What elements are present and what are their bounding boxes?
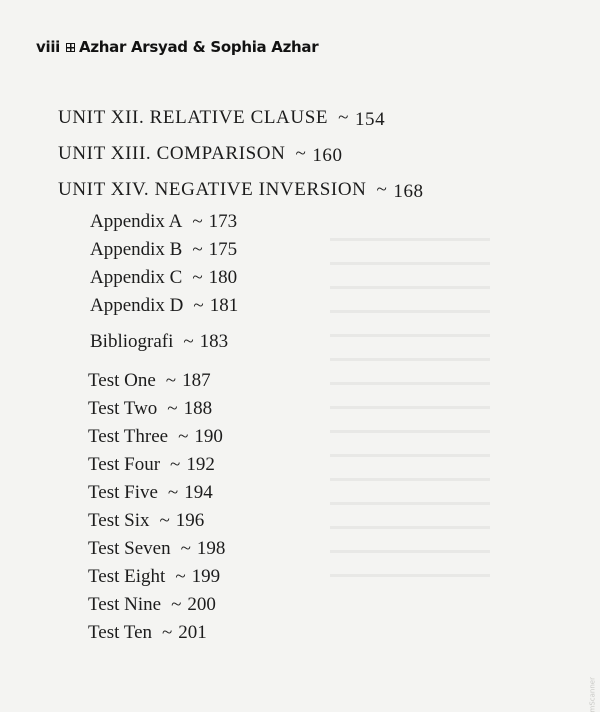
entry-page: 154 xyxy=(354,109,386,130)
toc-test-entry[interactable] xyxy=(88,563,225,591)
entry-separator: ~ xyxy=(192,239,203,260)
entry-title: UNIT XIV. NEGATIVE INVERSION xyxy=(58,179,367,200)
entry-separator: ~ xyxy=(180,538,191,559)
entry-page: 201 xyxy=(178,622,207,643)
entry-title: Test Three xyxy=(88,426,169,447)
entry-page: 192 xyxy=(186,454,215,475)
toc-unit-entry[interactable] xyxy=(58,100,424,136)
entry-separator: ~ xyxy=(162,622,173,643)
entry-page: 196 xyxy=(175,510,205,531)
entry-title: Test Ten xyxy=(88,622,153,643)
toc-test-entry[interactable] xyxy=(88,367,225,395)
entry-page: 199 xyxy=(191,566,221,587)
entry-page: 187 xyxy=(182,370,211,391)
entry-separator: ~ xyxy=(175,566,186,587)
entry-title: Appendix A xyxy=(90,211,183,232)
entry-separator: ~ xyxy=(193,295,204,316)
entry-title: Test Two xyxy=(88,398,158,419)
entry-title: Appendix B xyxy=(90,239,183,260)
toc-unit-entry[interactable] xyxy=(58,172,424,208)
entry-separator: ~ xyxy=(167,482,179,503)
entry-separator: ~ xyxy=(192,211,203,232)
entry-title: Test Eight xyxy=(88,566,166,587)
entry-separator: ~ xyxy=(159,510,170,531)
entry-page: 200 xyxy=(187,594,216,615)
entry-separator: ~ xyxy=(376,179,388,200)
toc-test-entry[interactable] xyxy=(88,591,225,619)
entry-title: Test One xyxy=(88,370,156,391)
entry-page: 175 xyxy=(208,239,238,260)
entry-title: Test Nine xyxy=(88,594,162,615)
entry-separator: ~ xyxy=(170,454,181,475)
toc-test-entry[interactable] xyxy=(88,535,225,563)
entry-page: 183 xyxy=(199,331,229,352)
toc-test-entry[interactable] xyxy=(88,451,225,479)
entry-title: Test Five xyxy=(88,482,158,503)
bullet-square-icon xyxy=(66,43,75,52)
entry-page: 181 xyxy=(209,295,239,316)
toc-appendix-entry[interactable] xyxy=(90,264,238,292)
toc-test-entry[interactable] xyxy=(88,479,225,507)
entry-page: 180 xyxy=(208,267,238,288)
entry-page: 173 xyxy=(208,211,238,232)
entry-page: 188 xyxy=(183,398,213,419)
toc-bibliography-entry[interactable] xyxy=(90,328,228,356)
entry-separator: ~ xyxy=(295,143,307,164)
show-through-ghost xyxy=(330,228,490,588)
entry-separator: ~ xyxy=(165,370,177,391)
entry-separator: ~ xyxy=(183,331,194,352)
entry-title: Bibliografi xyxy=(90,331,174,352)
toc-unit-entry[interactable] xyxy=(58,136,424,172)
entry-separator: ~ xyxy=(171,594,182,615)
entry-page: 198 xyxy=(196,538,226,559)
entry-title: UNIT XIII. COMPARISON xyxy=(58,143,286,164)
entry-page: 194 xyxy=(184,482,213,503)
page-number: viii xyxy=(36,38,61,56)
entry-title: Test Four xyxy=(88,454,161,475)
running-header xyxy=(36,38,318,56)
entry-separator: ~ xyxy=(178,426,189,447)
entry-separator: ~ xyxy=(167,398,178,419)
toc-test-entry[interactable] xyxy=(88,423,225,451)
entry-title: Test Seven xyxy=(88,538,171,559)
toc-test-entry[interactable] xyxy=(88,395,225,423)
entry-separator: ~ xyxy=(338,107,349,128)
scanner-watermark: mScanner xyxy=(588,677,596,712)
toc-appendix-entry[interactable] xyxy=(90,208,238,236)
appendix-list xyxy=(90,208,238,320)
toc-appendix-entry[interactable] xyxy=(90,236,238,264)
toc-test-entry[interactable] xyxy=(88,619,225,647)
header-authors: Azhar Arsyad & Sophia Azhar xyxy=(79,38,319,56)
tests-list xyxy=(88,367,225,647)
entry-title: Appendix C xyxy=(90,267,183,288)
toc-appendix-entry[interactable] xyxy=(90,292,238,320)
toc-test-entry[interactable] xyxy=(88,507,225,535)
entry-page: 168 xyxy=(393,181,424,202)
entry-title: Appendix D xyxy=(90,295,184,316)
entry-title: Test Six xyxy=(88,510,150,531)
entry-separator: ~ xyxy=(192,267,203,288)
units-list xyxy=(58,100,424,208)
entry-title: UNIT XII. RELATIVE CLAUSE xyxy=(58,107,329,128)
entry-page: 160 xyxy=(312,145,343,166)
entry-page: 190 xyxy=(194,426,223,447)
